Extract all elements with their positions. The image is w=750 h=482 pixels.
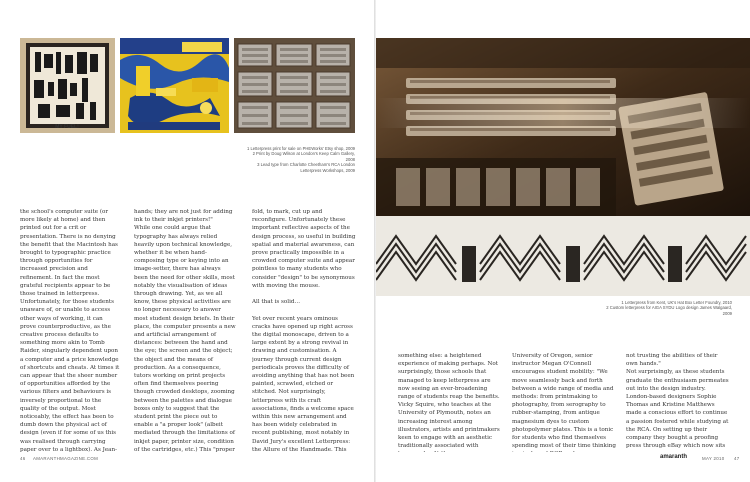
text-column-1: the school's computer suite (or more likely at home) and then printed out for a crit or presentation. There is no denying the benefit that the Macintosh has brought to typographic practice through opportunities for increased precision and refinement. In fact the most grateful recipients appear to be those trained in letterpress. Unfortunately, for those students unaware of, or unable to access other ways of working, it can prove counterproductive, as the creative process defaults to something more akin to Tomb Raider, singularly dependent upon a computer and a price knowledge of shortcuts and cheats. At times it can appear that the sheer number of opportunities afforded by the various filters and behaviours is inversely proportional to the quality of the output. Most noticeably, the effect has been to dumb down the physical act of design (even if for some of us this was realised through carrying paper over to a lightbox). As Jean- (20, 209, 120, 453)
text-column-6: not trusting the abilities of their own hands." Not surprisingly, as these students graduate the enthusiasm permeates out into the design industry. London-based designers Sophie Thomas and Kristine Matthews made a conscious effort to continue a passion fostered while studying at the RCA. On setting up their company they bought a proofing press through eBay which now sits (626, 353, 729, 450)
text-column-3: fold, to mark, cut up and reconfigure. Unfortunately these important reflective aspects of the design process, so useful in building spatial and material awareness, can prove practically impossible in a crowded computer suite and appear pointless to many students who consider "design" to be synonymous with moving the mouse. All that is solid… Yet over recent years ominous cracks have opened up right across the digital monoscape, driven to a large extent by a strong revival in drawing and customisation. A journey through current design periodicals proves the difficulty of avoiding anything that has not been painted, scrawled, etched or stitched. Not surprisingly, letterpress with its craft associations, finds a welcome space within this new arrangement and has been widely celebrated in recent publishing, most notably in David Jury's excellent Letterpress: the Allure of the Handmade. This (252, 209, 356, 453)
ornament-artwork (376, 216, 750, 296)
photo-type-foundry (376, 38, 750, 216)
caption-left-page: 1 Letterpress print for sale on PHEWorks' Etsy shop, 2009 2 Print by Doug Wilson at London's Keep Calm Gallery, 2008 3 Lead type from Charlotte Cheetham's RCA London Letterpress Workshops, 2009 (246, 146, 355, 173)
text-column-2: hands; they are not just for adding ink to their inkjet printers!" While one could argue that typography has always relied heavily upon technical knowledge, whether it be when hand-composing type or keying into an image-setter, there has always been the need for other skills, most notably the visualisation of ideas through drawing. Yet, as we all know, these physical activities are no longer necessary to answer most student design briefs. In their place, the computer presents a new and artificial arrangement of distances: between the hand and the eye; the screen and the object; the object and the means of production. As a consequence, tutors working on print projects often find themselves peering though crowded desktops, zooming between the palettes and dialogue boxes only to suggest that the student print the piece out to enable a "a proper look" (albeit mediated through the limitations of inkjet paper, printer size, condition of the cartridges, etc.) This "proper (134, 209, 236, 453)
right-page-number: 47 (734, 456, 740, 461)
left-footer-site: AMARANTHMAGAZINE.COM (33, 456, 99, 461)
caption-right-page: 1 Letterpress from Kent, UK's Hat Box Letter Foundry, 2010 2 Custom letterpress for AIGA SYDU Logo design James Walgaard, 2009 (606, 300, 732, 316)
text-column-5: University of Oregon, senior instructor Megan O'Connell encourages student mobility: "We move seamlessly back and forth between a wide range of media and methods: from printmaking to photography, from serography to rubber-stamping, from antique magnesium dyes to custom photopolymer plates. This is a tonic for students who find themselves spending most of their time thinking (512, 353, 616, 450)
left-page-number: 46 (20, 456, 26, 461)
footer-brand: amaranth (660, 454, 688, 460)
photo-lead-type-drawer (234, 38, 355, 133)
print-artwork (120, 38, 229, 133)
type-drawer-artwork (234, 38, 355, 133)
photo-yellow-blue-print (120, 38, 229, 133)
text-column-4: something else: a heightened experience of making perhaps. Not surprisingly, those schools that managed to keep letterpress are now seeing an ever-broadening range of students reap the benefits. Vicky Squire, who teaches at the University of Plymouth, notes an increasing interest among illustrators, artists and printmakers keen to engage with an aesthetic traditionally associated with (398, 353, 500, 450)
poster-text: MY FUEL! (55, 124, 79, 130)
poster-artwork (20, 38, 115, 133)
photo-custom-letterpress-ornament (376, 216, 750, 296)
foundry-artwork (376, 38, 750, 216)
photo-letterpress-poster (20, 38, 115, 133)
footer-issue: MAY 2010 (702, 456, 725, 461)
